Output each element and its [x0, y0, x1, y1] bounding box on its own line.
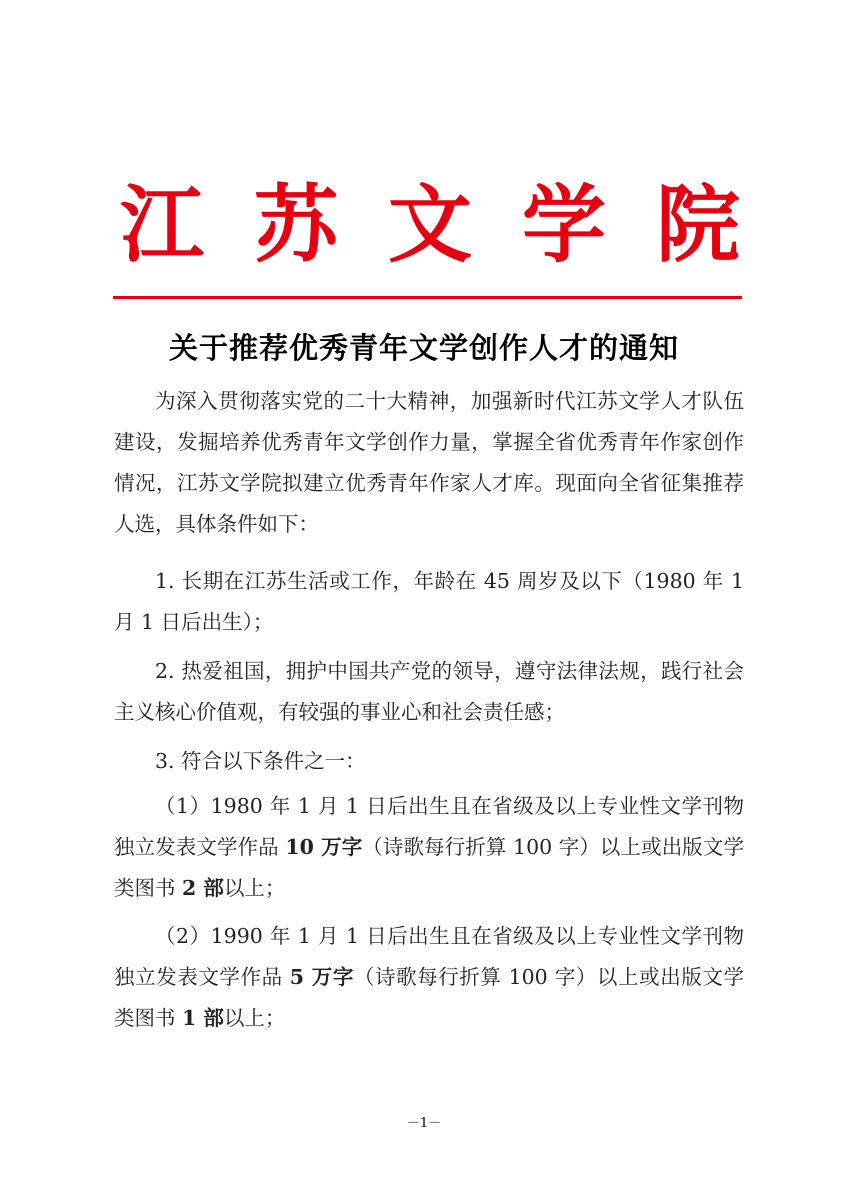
sub2-text-c: 以上；	[223, 1006, 286, 1030]
sub2-text-a: （2）1990 年 1 月 1 日后出生且在省级及以上专业性文学刊物独立发表文学作品	[114, 924, 744, 989]
sub-condition-1	[114, 786, 744, 909]
sub1-text-b: （诗歌每行折算 100 字）以上或出版文学类图书	[114, 835, 744, 900]
header-char: 文	[387, 175, 472, 274]
sub2-text-b: （诗歌每行折算 100 字）以上或出版文学类图书	[114, 965, 744, 1030]
sub1-text-c: 以上；	[223, 876, 286, 900]
document-title: 关于推荐优秀青年文学创作人才的通知	[168, 331, 679, 365]
sub1-book-count: 2 部	[182, 876, 224, 900]
sub2-word-count: 5 万字	[289, 965, 354, 989]
sub1-text-a: （1）1980 年 1 月 1 日后出生且在省级及以上专业性文学刊物独立发表文学作品	[114, 794, 744, 859]
sub2-book-count: 1 部	[182, 1006, 224, 1030]
header-char: 江	[120, 175, 205, 274]
header-char: 苏	[253, 175, 338, 274]
condition-item-1: 1. 长期在江苏生活或工作，年龄在 45 周岁及以下（1980 年 1 月 1 日后出生）；	[114, 569, 744, 634]
intro-paragraph: 为深入贯彻落实党的二十大精神，加强新时代江苏文学人才队伍建设，发掘培养优秀青年文学创作力量，掌握全省优秀青年作家创作情况，江苏文学院拟建立优秀青年作家人才库。现面向全省征集推荐人选，具体条件如下：	[114, 389, 744, 536]
sub1-word-count: 10 万字	[285, 835, 363, 859]
header-char: 院	[655, 175, 740, 274]
header-char: 学	[521, 175, 606, 274]
condition-item-2: 2. 热爱祖国，拥护中国共产党的领导，遵守法律法规，践行社会主义核心价值观，有较强的事业心和社会责任感；	[114, 659, 744, 724]
institution-header	[120, 170, 740, 280]
sub-condition-2	[114, 916, 744, 1039]
page-number: －1－	[406, 1116, 442, 1131]
header-divider	[113, 296, 742, 299]
condition-item-3: 3. 符合以下条件之一：	[155, 749, 366, 773]
